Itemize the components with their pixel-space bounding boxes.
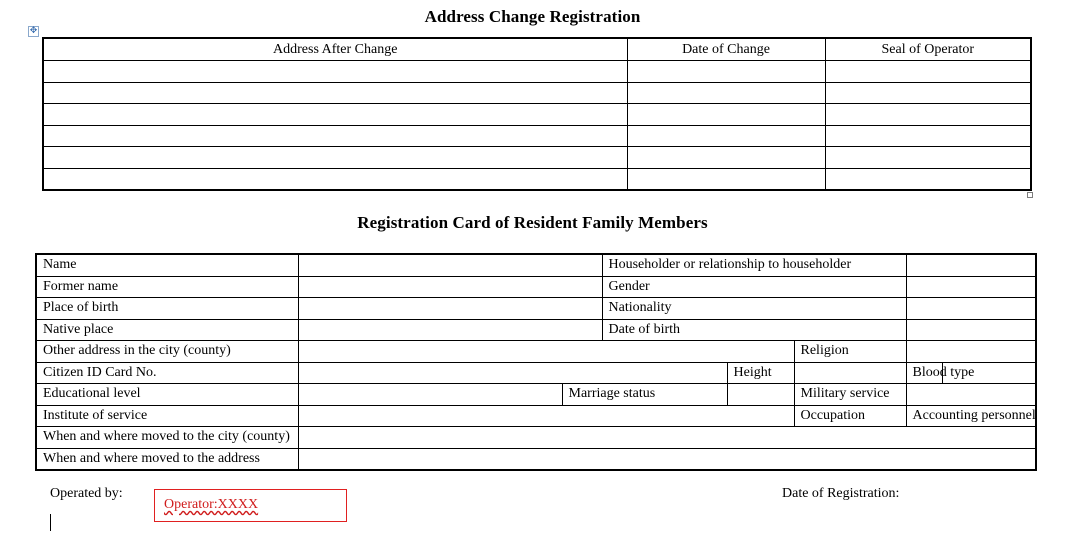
table-row (36, 319, 1036, 341)
seal-cell[interactable] (825, 168, 1031, 190)
native-place-label: Native place (36, 319, 298, 341)
table-row (43, 147, 1031, 169)
text-cursor (50, 514, 51, 531)
table-row (43, 82, 1031, 104)
education-label: Educational level (36, 384, 298, 406)
address-cell[interactable] (43, 125, 627, 147)
table-row (36, 362, 1036, 384)
gender-label: Gender (602, 276, 906, 298)
table-header-row (43, 38, 1031, 61)
address-cell[interactable] (43, 61, 627, 83)
operated-by-label: Operated by: (50, 486, 123, 501)
education-value[interactable] (298, 384, 562, 406)
moved-city-label: When and where moved to the city (county) (36, 427, 298, 449)
family-card-title: Registration Card of Resident Family Members (357, 213, 708, 232)
date-cell[interactable] (627, 147, 825, 169)
seal-cell[interactable] (825, 147, 1031, 169)
nationality-label: Nationality (602, 298, 906, 320)
table-row (36, 276, 1036, 298)
religion-label: Religion (794, 341, 906, 363)
other-address-value[interactable] (298, 341, 794, 363)
address-cell[interactable] (43, 82, 627, 104)
date-of-birth-value[interactable] (906, 319, 1036, 341)
religion-value[interactable] (906, 341, 1036, 363)
table-row (43, 125, 1031, 147)
date-cell[interactable] (627, 82, 825, 104)
family-members-table (35, 253, 1037, 471)
occupation-label: Occupation (794, 405, 906, 427)
seal-cell[interactable] (825, 125, 1031, 147)
blood-type-label: Blood type (906, 362, 942, 384)
former-name-value[interactable] (298, 276, 602, 298)
seal-cell[interactable] (825, 104, 1031, 126)
military-value[interactable] (906, 384, 1036, 406)
table-resize-handle-icon[interactable] (1027, 192, 1033, 198)
other-address-label: Other address in the city (county) (36, 341, 298, 363)
place-of-birth-value[interactable] (298, 298, 602, 320)
marriage-value[interactable] (727, 384, 794, 406)
moved-address-value[interactable] (298, 448, 1036, 470)
table-row (43, 61, 1031, 83)
header-date-of-change: Date of Change (627, 38, 825, 61)
relationship-label: Householder or relationship to householder (602, 254, 906, 276)
table-row (36, 298, 1036, 320)
moved-city-value[interactable] (298, 427, 1036, 449)
institute-value[interactable] (298, 405, 794, 427)
table-row (36, 384, 1036, 406)
place-of-birth-label: Place of birth (36, 298, 298, 320)
date-of-birth-label: Date of birth (602, 319, 906, 341)
seal-cell[interactable] (825, 61, 1031, 83)
height-value[interactable] (794, 362, 906, 384)
date-cell[interactable] (627, 168, 825, 190)
table-row (36, 448, 1036, 470)
native-place-value[interactable] (298, 319, 602, 341)
date-cell[interactable] (627, 61, 825, 83)
date-cell[interactable] (627, 104, 825, 126)
institute-label: Institute of service (36, 405, 298, 427)
table-row (36, 341, 1036, 363)
address-change-title: Address Change Registration (424, 7, 641, 26)
table-row (36, 427, 1036, 449)
table-row (36, 405, 1036, 427)
relationship-value[interactable] (906, 254, 1036, 276)
marriage-label: Marriage status (562, 384, 727, 406)
height-label: Height (727, 362, 794, 384)
moved-address-label: When and where moved to the address (36, 448, 298, 470)
table-move-handle-icon[interactable]: ✥ (29, 26, 38, 36)
table-row (43, 168, 1031, 190)
accounting-label: Accounting personnel (906, 405, 1036, 427)
address-cell[interactable] (43, 147, 627, 169)
military-label: Military service (794, 384, 906, 406)
operator-text-box[interactable] (154, 489, 347, 522)
date-of-registration-label: Date of Registration: (782, 486, 900, 501)
address-change-table (42, 37, 1032, 191)
address-cell[interactable] (43, 104, 627, 126)
table-row (43, 104, 1031, 126)
citizen-id-value[interactable] (298, 362, 727, 384)
header-seal-of-operator: Seal of Operator (825, 38, 1031, 61)
nationality-value[interactable] (906, 298, 1036, 320)
name-value[interactable] (298, 254, 602, 276)
former-name-label: Former name (36, 276, 298, 298)
name-label: Name (36, 254, 298, 276)
header-address-after-change: Address After Change (43, 38, 627, 61)
address-cell[interactable] (43, 168, 627, 190)
table-row (36, 254, 1036, 276)
seal-cell[interactable] (825, 82, 1031, 104)
date-cell[interactable] (627, 125, 825, 147)
operator-value: Operator:XXXX (164, 497, 259, 512)
gender-value[interactable] (906, 276, 1036, 298)
citizen-id-label: Citizen ID Card No. (36, 362, 298, 384)
